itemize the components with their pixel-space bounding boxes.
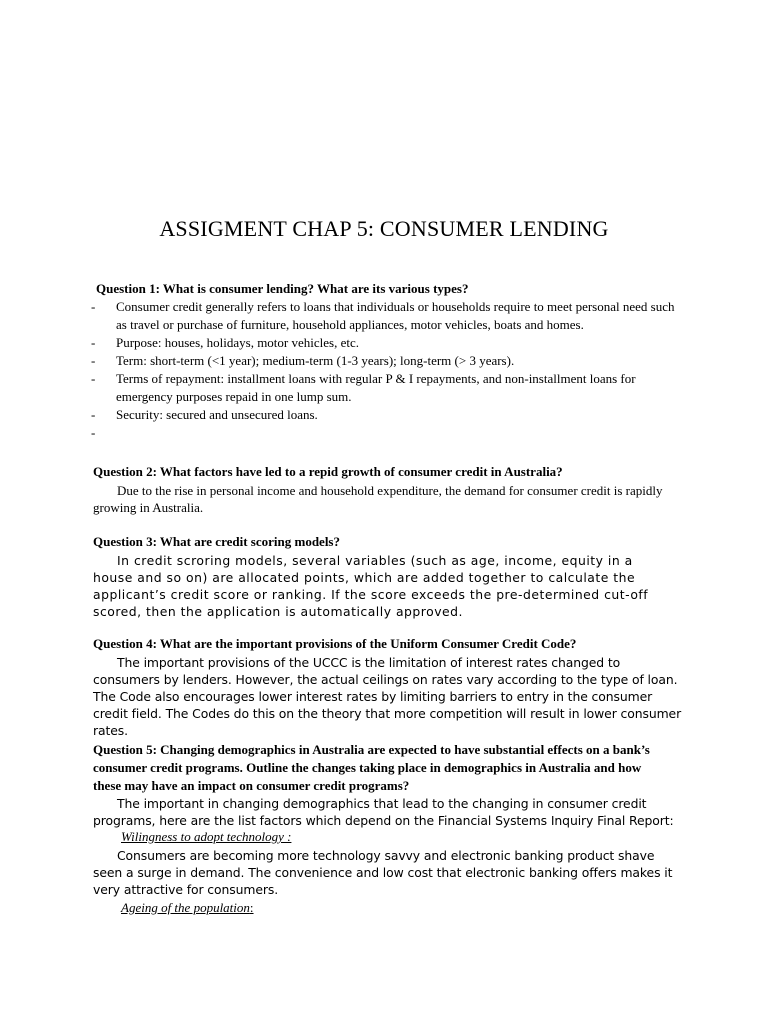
question-5-heading: Question 5: Changing demographics in Australia are expected to have substantial effects on a bank’s consumer credit programs. Outline the changes taking place in demographics in Australia and how these may have an impact on consumer credit programs? xyxy=(93,742,650,793)
bullet-item: - Security: secured and unsecured loans. xyxy=(90,406,680,424)
technology-paragraph: Consumers are becoming more technology savvy and electronic banking product shave seen a surge in demand. The convenience and low cost that electronic banking offers makes it very attractive for consumers. xyxy=(93,848,673,897)
question-1-bullet-list xyxy=(90,298,680,441)
bullet-item: - Term: short-term (<1 year); medium-term (1-3 years); long-term (> 3 years). xyxy=(90,352,680,370)
bullet-item-empty xyxy=(90,424,680,441)
question-5-answer: The important in changing demographics that lead to the changing in consumer credit programs, here are the list factors which depend on the Financial Systems Inquiry Final Report: xyxy=(93,796,674,828)
question-2-answer: Due to the rise in personal income and household expenditure, the demand for consumer credit is rapidly growing in Australia. xyxy=(93,483,663,515)
subheading-ageing-population: Ageing of the population: xyxy=(121,900,254,915)
bullet-item: - Purpose: houses, holidays, motor vehicles, etc. xyxy=(90,334,680,352)
question-3-answer: In credit scroring models, several variables (such as age, income, equity in a house and so on) are allocated points, which are added together to calculate the applicant’s credit score or ranking. If the score exceeds the pre-determined cut-off scored, then the application is automatically approved. xyxy=(93,553,649,619)
question-3-heading: Question 3: What are credit scoring models? xyxy=(93,534,340,549)
question-4-heading: Question 4: What are the important provisions of the Uniform Consumer Credit Code? xyxy=(93,636,577,651)
question-2-heading: Question 2: What factors have led to a repid growth of consumer credit in Australia? xyxy=(93,464,563,479)
subheading-technology: Wilingness to adopt technology : xyxy=(121,829,292,844)
bullet-item: - Consumer credit generally refers to loans that individuals or households require to meet personal need such as travel or purchase of furniture, household appliances, motor vehicles, boats and homes. xyxy=(90,298,680,334)
bullet-item: - Terms of repayment: installment loans with regular P & I repayments, and non-installment loans for emergency purposes repaid in one lump sum. xyxy=(90,370,680,406)
document-title: ASSIGMENT CHAP 5: CONSUMER LENDING xyxy=(159,216,609,241)
question-1-heading: Question 1: What is consumer lending? What are its various types? xyxy=(96,281,469,296)
question-4-answer: The important provisions of the UCCC is the limitation of interest rates changed to consumers by lenders. However, the actual ceilings on rates vary according to the type of loan. The Code also encourages lower interest rates by limiting barriers to entry in the consumer credit field. The Codes do this on the theory that more competition will result in lower consumer rates. xyxy=(93,655,682,738)
